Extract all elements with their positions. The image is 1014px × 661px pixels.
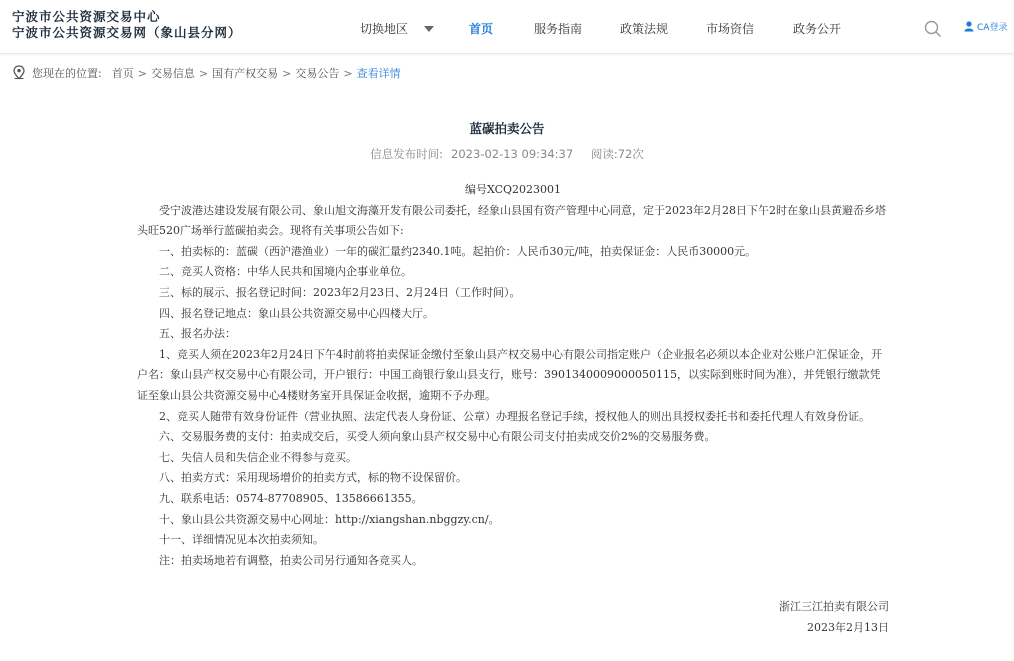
spacer [137,571,889,585]
signature-date: 2023年2月13日 [807,620,889,634]
nav-gov-affairs[interactable]: 政务公开 [793,22,842,36]
region-switch-label: 切换地区 [360,22,409,36]
item-2: 二、竞买人资格：中华人民共和国境内企事业单位。 [159,265,412,279]
item-10: 十、象山县公共资源交易中心网址：http://xiangshan.nbggzy.cn/。 [159,512,500,526]
breadcrumb-trade-info[interactable]: 交易信息 [150,67,195,80]
item-11: 十一、详细情况见本次拍卖须知。 [159,533,324,547]
breadcrumb-announcements[interactable]: 交易公告 [295,67,340,80]
breadcrumb-separator: > [282,66,292,80]
article-meta [0,146,1014,162]
search-icon[interactable] [924,20,942,38]
site-title[interactable] [12,9,242,41]
breadcrumb-separator: > [137,66,147,80]
site-title-line2: 宁波市公共资源交易网（象山县分网） [12,25,242,40]
breadcrumb-current: 查看详情 [356,67,401,80]
read-count: 阅读:72次 [590,147,644,161]
nav-market-credit[interactable]: 市场资信 [706,22,755,36]
nav-policies[interactable]: 政策法规 [620,22,669,36]
user-icon [964,21,974,32]
intro-paragraph: 受宁波港达建设发展有限公司、象山旭文海藻开发有限公司委托，经象山县国有资产管理中心同意，定于2023年2月28日下午2时在象山县黄避岙乡塔头旺520广场举行蓝碳拍卖会。现将有关事项公告如下: [137,203,886,238]
breadcrumb-separator: > [343,66,353,80]
nav-service-guide[interactable]: 服务指南 [534,22,583,36]
signature-company: 浙江三江拍卖有限公司 [779,600,889,614]
publish-time-label: 信息发布时间: [370,147,444,161]
ca-login-link[interactable] [964,20,1007,33]
site-title-line1: 宁波市公共资源交易中心 [12,9,161,24]
article-body [137,180,889,638]
item-4: 四、报名登记地点：象山县公共资源交易中心四楼大厅。 [159,306,434,320]
note: 注：拍卖场地若有调整，拍卖公司另行通知各竞买人。 [159,553,423,567]
item-9: 九、联系电话：0574-87708905、13586661355。 [159,491,423,505]
nav-home[interactable]: 首页 [469,22,494,36]
breadcrumb-label: 您现在的位置: [32,67,102,80]
ca-login-label: CA登录 [977,23,1008,33]
location-pin-icon [12,65,26,81]
item-5-1: 1、竞买人须在2023年2月24日下午4时前将拍卖保证金缴付至象山县产权交易中心有限公司指定账户（企业报名必须以本企业对公账户汇保证金，开户名：象山县产权交易中心有限公司，开户银行：中国工商银行象山县支行，账号：3901340009000050115，以实际到账时间为准），并凭银行缴款凭证至象山县公共资源交易中心4楼财务室开具保证金收据，逾期不予办理。 [137,347,882,402]
chevron-down-icon [424,26,434,32]
region-switch[interactable] [360,20,434,37]
item-5: 五、报名办法： [159,327,236,341]
breadcrumb-home[interactable]: 首页 [111,67,134,80]
breadcrumb [12,65,401,81]
item-1: 一、拍卖标的：蓝碳（西沪港渔业）一年的碳汇量约2340.1吨。起拍价：人民币30元/吨，拍卖保证金：人民币30000元。 [159,244,757,258]
item-3: 三、标的展示、报名登记时间：2023年2月23日、2月24日（工作时间）。 [159,285,521,299]
site-header [0,0,1014,54]
breadcrumb-separator: > [198,66,209,80]
item-8: 八、拍卖方式：采用现场增价的拍卖方式，标的物不设保留价。 [159,471,467,485]
announcement-number: 编号XCQ2023001 [464,183,562,196]
item-7: 七、失信人员和失信企业不得参与竞买。 [159,450,357,464]
item-5-2: 2、竞买人随带有效身份证件（营业执照、法定代表人身份证、公章）办理报名登记手续，授权他人的则出具授权委托书和委托代理人有效身份证。 [159,409,870,423]
item-6: 六、交易服务费的支付：拍卖成交后，买受人须向象山县产权交易中心有限公司支付拍卖成交价2%的交易服务费。 [159,430,716,444]
publish-time: 2023-02-13 09:34:37 [451,147,574,161]
spacer [137,585,889,597]
breadcrumb-state-property[interactable]: 国有产权交易 [212,67,279,80]
article-title: 蓝碳拍卖公告 [469,121,545,136]
